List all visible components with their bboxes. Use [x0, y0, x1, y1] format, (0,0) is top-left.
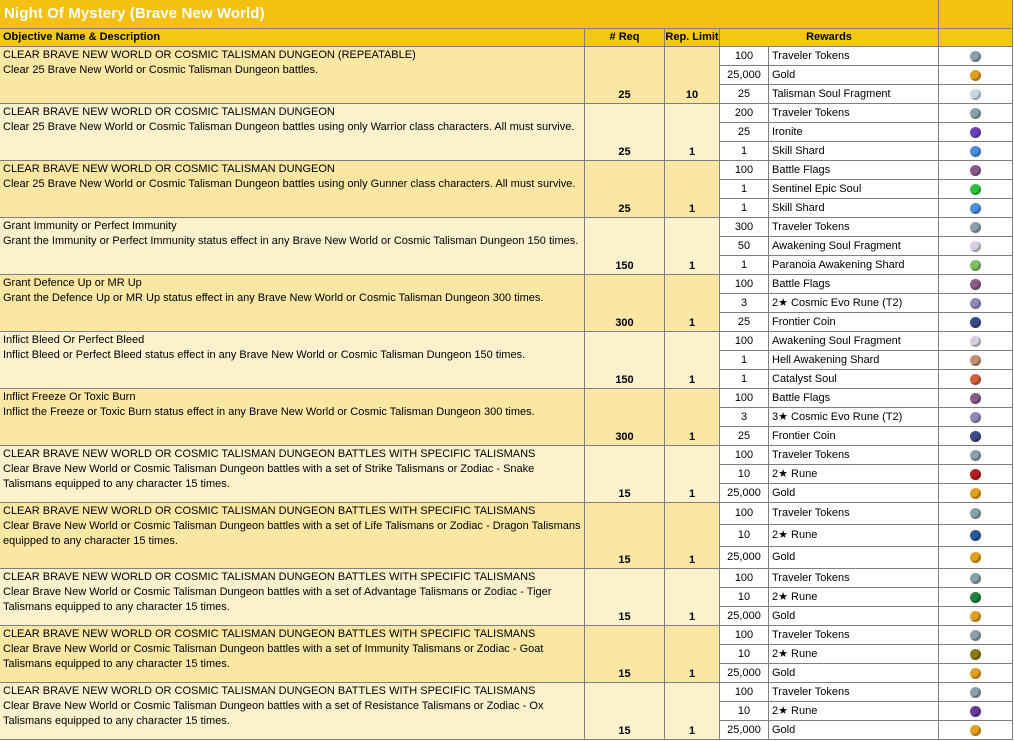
reward-name[interactable]: Catalyst Soul	[769, 370, 939, 389]
reward-icon-cell[interactable]	[939, 161, 1013, 180]
reward-qty[interactable]: 1	[720, 351, 769, 370]
reward-name[interactable]: Awakening Soul Fragment	[769, 332, 939, 351]
objective-cell[interactable]	[0, 569, 585, 626]
rep-limit[interactable]: 10	[665, 47, 720, 104]
req-count[interactable]: 300	[585, 275, 665, 332]
reward-qty[interactable]: 10	[720, 525, 769, 547]
talisman-soul-fragment-icon	[970, 89, 981, 100]
objective-description: Grant the Immunity or Perfect Immunity status effect in any Brave New World or Cosmic Talisman Dungeon 150 times.	[3, 235, 579, 247]
reward-name[interactable]: Traveler Tokens	[769, 218, 939, 237]
objective-name: CLEAR BRAVE NEW WORLD OR COSMIC TALISMAN DUNGEON BATTLES WITH SPECIFIC TALISMANS	[3, 571, 536, 583]
reward-name[interactable]: 3★ Cosmic Evo Rune (T2)	[769, 408, 939, 427]
battle-flags-icon	[970, 279, 981, 290]
req-count[interactable]: 15	[585, 683, 665, 740]
reward-qty[interactable]: 25	[720, 427, 769, 446]
cosmic-evo-rune-icon	[970, 412, 981, 423]
reward-qty[interactable]: 100	[720, 683, 769, 702]
reward-qty[interactable]: 1	[720, 256, 769, 275]
reward-icon-cell[interactable]	[939, 313, 1013, 332]
objective-name: CLEAR BRAVE NEW WORLD OR COSMIC TALISMAN DUNGEON	[3, 163, 335, 175]
traveler-token-icon	[970, 630, 981, 641]
reward-icon-cell[interactable]	[939, 180, 1013, 199]
reward-name[interactable]: Battle Flags	[769, 389, 939, 408]
rep-limit[interactable]: 1	[665, 275, 720, 332]
reward-icon-cell[interactable]	[939, 446, 1013, 465]
reward-icon-cell[interactable]	[939, 645, 1013, 664]
req-count[interactable]: 150	[585, 332, 665, 389]
objective-name: CLEAR BRAVE NEW WORLD OR COSMIC TALISMAN DUNGEON BATTLES WITH SPECIFIC TALISMANS	[3, 685, 536, 697]
reward-icon-cell[interactable]	[939, 351, 1013, 370]
reward-icon-cell[interactable]	[939, 142, 1013, 161]
reward-name[interactable]: Traveler Tokens	[769, 104, 939, 123]
gold-icon	[970, 668, 981, 679]
battle-flags-icon	[970, 165, 981, 176]
reward-name[interactable]: Hell Awakening Shard	[769, 351, 939, 370]
req-count[interactable]: 25	[585, 161, 665, 218]
reward-name[interactable]: Traveler Tokens	[769, 569, 939, 588]
reward-name[interactable]: 2★ Rune	[769, 588, 939, 607]
rep-limit[interactable]: 1	[665, 332, 720, 389]
objective-name: CLEAR BRAVE NEW WORLD OR COSMIC TALISMAN DUNGEON BATTLES WITH SPECIFIC TALISMANS	[3, 448, 536, 460]
reward-icon-cell[interactable]	[939, 408, 1013, 427]
req-count[interactable]: 15	[585, 626, 665, 683]
objective-cell[interactable]	[0, 446, 585, 503]
reward-icon-cell[interactable]	[939, 626, 1013, 645]
reward-qty[interactable]: 10	[720, 645, 769, 664]
header-rewards[interactable]: Rewards	[720, 29, 939, 47]
objective-name: CLEAR BRAVE NEW WORLD OR COSMIC TALISMAN DUNGEON (REPEATABLE)	[3, 49, 416, 61]
reward-name[interactable]: Battle Flags	[769, 275, 939, 294]
reward-qty[interactable]: 100	[720, 446, 769, 465]
req-count[interactable]: 15	[585, 446, 665, 503]
traveler-token-icon	[970, 108, 981, 119]
reward-qty[interactable]: 1	[720, 370, 769, 389]
reward-name[interactable]: Paranoia Awakening Shard	[769, 256, 939, 275]
reward-name[interactable]: Awakening Soul Fragment	[769, 237, 939, 256]
objective-cell[interactable]	[0, 47, 585, 104]
objective-cell[interactable]	[0, 683, 585, 740]
reward-qty[interactable]: 200	[720, 104, 769, 123]
reward-name[interactable]: Sentinel Epic Soul	[769, 180, 939, 199]
ironite-icon	[970, 127, 981, 138]
reward-name[interactable]: Frontier Coin	[769, 427, 939, 446]
reward-icon-cell[interactable]	[939, 569, 1013, 588]
battle-flags-icon	[970, 393, 981, 404]
gold-icon	[970, 725, 981, 736]
header-req[interactable]: # Req	[585, 29, 665, 47]
reward-qty[interactable]: 25,000	[720, 607, 769, 626]
reward-name[interactable]: 2★ Cosmic Evo Rune (T2)	[769, 294, 939, 313]
reward-qty[interactable]: 100	[720, 47, 769, 66]
reward-qty[interactable]: 100	[720, 569, 769, 588]
rep-limit[interactable]: 1	[665, 218, 720, 275]
rep-limit[interactable]: 1	[665, 626, 720, 683]
objective-cell[interactable]	[0, 218, 585, 275]
reward-icon-cell[interactable]	[939, 484, 1013, 503]
header-objective[interactable]: Objective Name & Description	[0, 29, 585, 47]
objective-name: Inflict Freeze Or Toxic Burn	[3, 391, 136, 403]
objective-cell[interactable]	[0, 104, 585, 161]
reward-icon-cell[interactable]	[939, 85, 1013, 104]
catalyst-soul-icon	[970, 374, 981, 385]
reward-name[interactable]: Traveler Tokens	[769, 446, 939, 465]
header-rep-limit[interactable]: Rep. Limit	[665, 29, 720, 47]
objective-name: Inflict Bleed Or Perfect Bleed	[3, 334, 145, 346]
objective-name: CLEAR BRAVE NEW WORLD OR COSMIC TALISMAN DUNGEON	[3, 106, 335, 118]
reward-qty[interactable]: 25,000	[720, 547, 769, 569]
gold-icon	[970, 70, 981, 81]
reward-name[interactable]: Traveler Tokens	[769, 503, 939, 525]
objective-name: CLEAR BRAVE NEW WORLD OR COSMIC TALISMAN DUNGEON BATTLES WITH SPECIFIC TALISMANS	[3, 505, 536, 517]
objective-name: Grant Immunity or Perfect Immunity	[3, 220, 177, 232]
rune-icon	[970, 469, 981, 480]
reward-icon-cell[interactable]	[939, 702, 1013, 721]
reward-name[interactable]: 2★ Rune	[769, 702, 939, 721]
reward-icon-cell[interactable]	[939, 199, 1013, 218]
skill-shard-icon	[970, 203, 981, 214]
objective-name: CLEAR BRAVE NEW WORLD OR COSMIC TALISMAN DUNGEON BATTLES WITH SPECIFIC TALISMANS	[3, 628, 536, 640]
gold-icon	[970, 611, 981, 622]
objective-cell[interactable]	[0, 161, 585, 218]
traveler-token-icon	[970, 508, 981, 519]
reward-qty[interactable]: 25	[720, 123, 769, 142]
objective-description: Clear 25 Brave New World or Cosmic Talisman Dungeon battles using only Gunner class characters. All must survive.	[3, 178, 576, 190]
paranoia-awakening-shard-icon	[970, 260, 981, 271]
reward-icon-cell[interactable]	[939, 237, 1013, 256]
traveler-token-icon	[970, 222, 981, 233]
reward-qty[interactable]: 1	[720, 142, 769, 161]
frontier-coin-icon	[970, 431, 981, 442]
reward-name[interactable]: Gold	[769, 484, 939, 503]
req-count[interactable]: 15	[585, 569, 665, 626]
reward-name[interactable]: Traveler Tokens	[769, 683, 939, 702]
reward-icon-cell[interactable]	[939, 607, 1013, 626]
objective-cell[interactable]	[0, 389, 585, 446]
reward-icon-cell[interactable]	[939, 66, 1013, 85]
reward-icon-cell[interactable]	[939, 389, 1013, 408]
objective-name: Grant Defence Up or MR Up	[3, 277, 142, 289]
reward-qty[interactable]: 10	[720, 702, 769, 721]
rep-limit[interactable]: 1	[665, 503, 720, 569]
reward-qty[interactable]: 25,000	[720, 66, 769, 85]
reward-qty[interactable]: 10	[720, 588, 769, 607]
gold-icon	[970, 488, 981, 499]
reward-name[interactable]: Traveler Tokens	[769, 626, 939, 645]
reward-icon-cell[interactable]	[939, 721, 1013, 740]
reward-qty[interactable]: 25	[720, 85, 769, 104]
reward-name[interactable]: 2★ Rune	[769, 525, 939, 547]
sheet-title[interactable]: Night Of Mystery (Brave New World)	[0, 0, 939, 29]
rep-limit[interactable]: 1	[665, 446, 720, 503]
reward-icon-cell[interactable]	[939, 370, 1013, 389]
req-count[interactable]: 25	[585, 104, 665, 161]
req-count[interactable]: 150	[585, 218, 665, 275]
reward-icon-cell[interactable]	[939, 47, 1013, 66]
awakening-soul-fragment-icon	[970, 336, 981, 347]
cosmic-evo-rune-icon	[970, 298, 981, 309]
header-icon[interactable]	[939, 29, 1013, 47]
reward-name[interactable]: 2★ Rune	[769, 465, 939, 484]
reward-name[interactable]: Gold	[769, 607, 939, 626]
objective-cell[interactable]	[0, 332, 585, 389]
reward-name[interactable]: Skill Shard	[769, 199, 939, 218]
reward-icon-cell[interactable]	[939, 588, 1013, 607]
objective-cell[interactable]	[0, 275, 585, 332]
objective-description: Inflict the Freeze or Toxic Burn status effect in any Brave New World or Cosmic Talisman Dungeon 300 times.	[3, 406, 535, 418]
reward-icon-cell[interactable]	[939, 465, 1013, 484]
objective-description: Clear Brave New World or Cosmic Talisman Dungeon battles with a set of Resistance Talismans or Zodiac - Ox Talismans equipped to any character 15 times.	[3, 700, 544, 727]
reward-icon-cell[interactable]	[939, 525, 1013, 547]
reward-icon-cell[interactable]	[939, 683, 1013, 702]
traveler-token-icon	[970, 450, 981, 461]
reward-name[interactable]: 2★ Rune	[769, 645, 939, 664]
reward-qty[interactable]: 3	[720, 408, 769, 427]
reward-qty[interactable]: 100	[720, 332, 769, 351]
reward-name[interactable]: Traveler Tokens	[769, 47, 939, 66]
reward-name[interactable]: Gold	[769, 664, 939, 683]
objective-description: Clear 25 Brave New World or Cosmic Talisman Dungeon battles.	[3, 64, 319, 76]
reward-qty[interactable]: 50	[720, 237, 769, 256]
reward-icon-cell[interactable]	[939, 664, 1013, 683]
objective-description: Clear Brave New World or Cosmic Talisman Dungeon battles with a set of Strike Talismans or Zodiac - Snake Talismans equipped to any character 15 times.	[3, 463, 535, 490]
reward-icon-cell[interactable]	[939, 275, 1013, 294]
objective-description: Grant the Defence Up or MR Up status effect in any Brave New World or Cosmic Talisman Dungeon 300 times.	[3, 292, 544, 304]
rep-limit[interactable]: 1	[665, 683, 720, 740]
rep-limit[interactable]: 1	[665, 389, 720, 446]
reward-qty[interactable]: 25	[720, 313, 769, 332]
reward-qty[interactable]: 25,000	[720, 664, 769, 683]
traveler-token-icon	[970, 51, 981, 62]
req-count[interactable]: 300	[585, 389, 665, 446]
reward-qty[interactable]: 300	[720, 218, 769, 237]
objective-cell[interactable]	[0, 626, 585, 683]
frontier-coin-icon	[970, 317, 981, 328]
reward-icon-cell[interactable]	[939, 104, 1013, 123]
reward-qty[interactable]: 10	[720, 465, 769, 484]
reward-icon-cell[interactable]	[939, 256, 1013, 275]
rune-icon	[970, 649, 981, 660]
reward-icon-cell[interactable]	[939, 547, 1013, 569]
traveler-token-icon	[970, 687, 981, 698]
reward-name[interactable]: Gold	[769, 66, 939, 85]
objective-description: Inflict Bleed or Perfect Bleed status effect in any Brave New World or Cosmic Talisman Dungeon 150 times.	[3, 349, 526, 361]
rep-limit[interactable]: 1	[665, 104, 720, 161]
title-side-cell[interactable]	[939, 0, 1013, 29]
reward-qty[interactable]: 100	[720, 626, 769, 645]
reward-name[interactable]: Battle Flags	[769, 161, 939, 180]
reward-name[interactable]: Ironite	[769, 123, 939, 142]
gold-icon	[970, 552, 981, 563]
reward-qty[interactable]: 1	[720, 199, 769, 218]
skill-shard-icon	[970, 146, 981, 157]
req-count[interactable]: 15	[585, 503, 665, 569]
reward-qty[interactable]: 100	[720, 389, 769, 408]
reward-name[interactable]: Talisman Soul Fragment	[769, 85, 939, 104]
reward-icon-cell[interactable]	[939, 332, 1013, 351]
rep-limit[interactable]: 1	[665, 569, 720, 626]
reward-icon-cell[interactable]	[939, 427, 1013, 446]
objective-description: Clear Brave New World or Cosmic Talisman Dungeon battles with a set of Immunity Talismans or Zodiac - Goat Talismans equipped to any character 15 times.	[3, 643, 544, 670]
objective-description: Clear 25 Brave New World or Cosmic Talisman Dungeon battles using only Warrior class characters. All must survive.	[3, 121, 575, 133]
objective-cell[interactable]	[0, 503, 585, 569]
reward-name[interactable]: Skill Shard	[769, 142, 939, 161]
hell-awakening-shard-icon	[970, 355, 981, 366]
req-count[interactable]: 25	[585, 47, 665, 104]
rune-icon	[970, 530, 981, 541]
reward-qty[interactable]: 100	[720, 503, 769, 525]
reward-icon-cell[interactable]	[939, 123, 1013, 142]
objective-description: Clear Brave New World or Cosmic Talisman Dungeon battles with a set of Advantage Talismans or Zodiac - Tiger Talismans equipped to any character 15 times.	[3, 586, 552, 613]
reward-qty[interactable]: 25,000	[720, 484, 769, 503]
rep-limit[interactable]: 1	[665, 161, 720, 218]
rune-icon	[970, 706, 981, 717]
reward-icon-cell[interactable]	[939, 294, 1013, 313]
reward-name[interactable]: Gold	[769, 721, 939, 740]
reward-qty[interactable]: 1	[720, 180, 769, 199]
reward-qty[interactable]: 100	[720, 161, 769, 180]
reward-name[interactable]: Frontier Coin	[769, 313, 939, 332]
sentinel-epic-soul-icon	[970, 184, 981, 195]
reward-icon-cell[interactable]	[939, 503, 1013, 525]
awakening-soul-fragment-icon	[970, 241, 981, 252]
traveler-token-icon	[970, 573, 981, 584]
reward-icon-cell[interactable]	[939, 218, 1013, 237]
reward-qty[interactable]: 100	[720, 275, 769, 294]
reward-qty[interactable]: 3	[720, 294, 769, 313]
reward-qty[interactable]: 25,000	[720, 721, 769, 740]
objective-description: Clear Brave New World or Cosmic Talisman Dungeon battles with a set of Life Talismans or Zodiac - Dragon Talismans equipped to any character 15 times.	[3, 520, 581, 547]
rune-icon	[970, 592, 981, 603]
reward-name[interactable]: Gold	[769, 547, 939, 569]
